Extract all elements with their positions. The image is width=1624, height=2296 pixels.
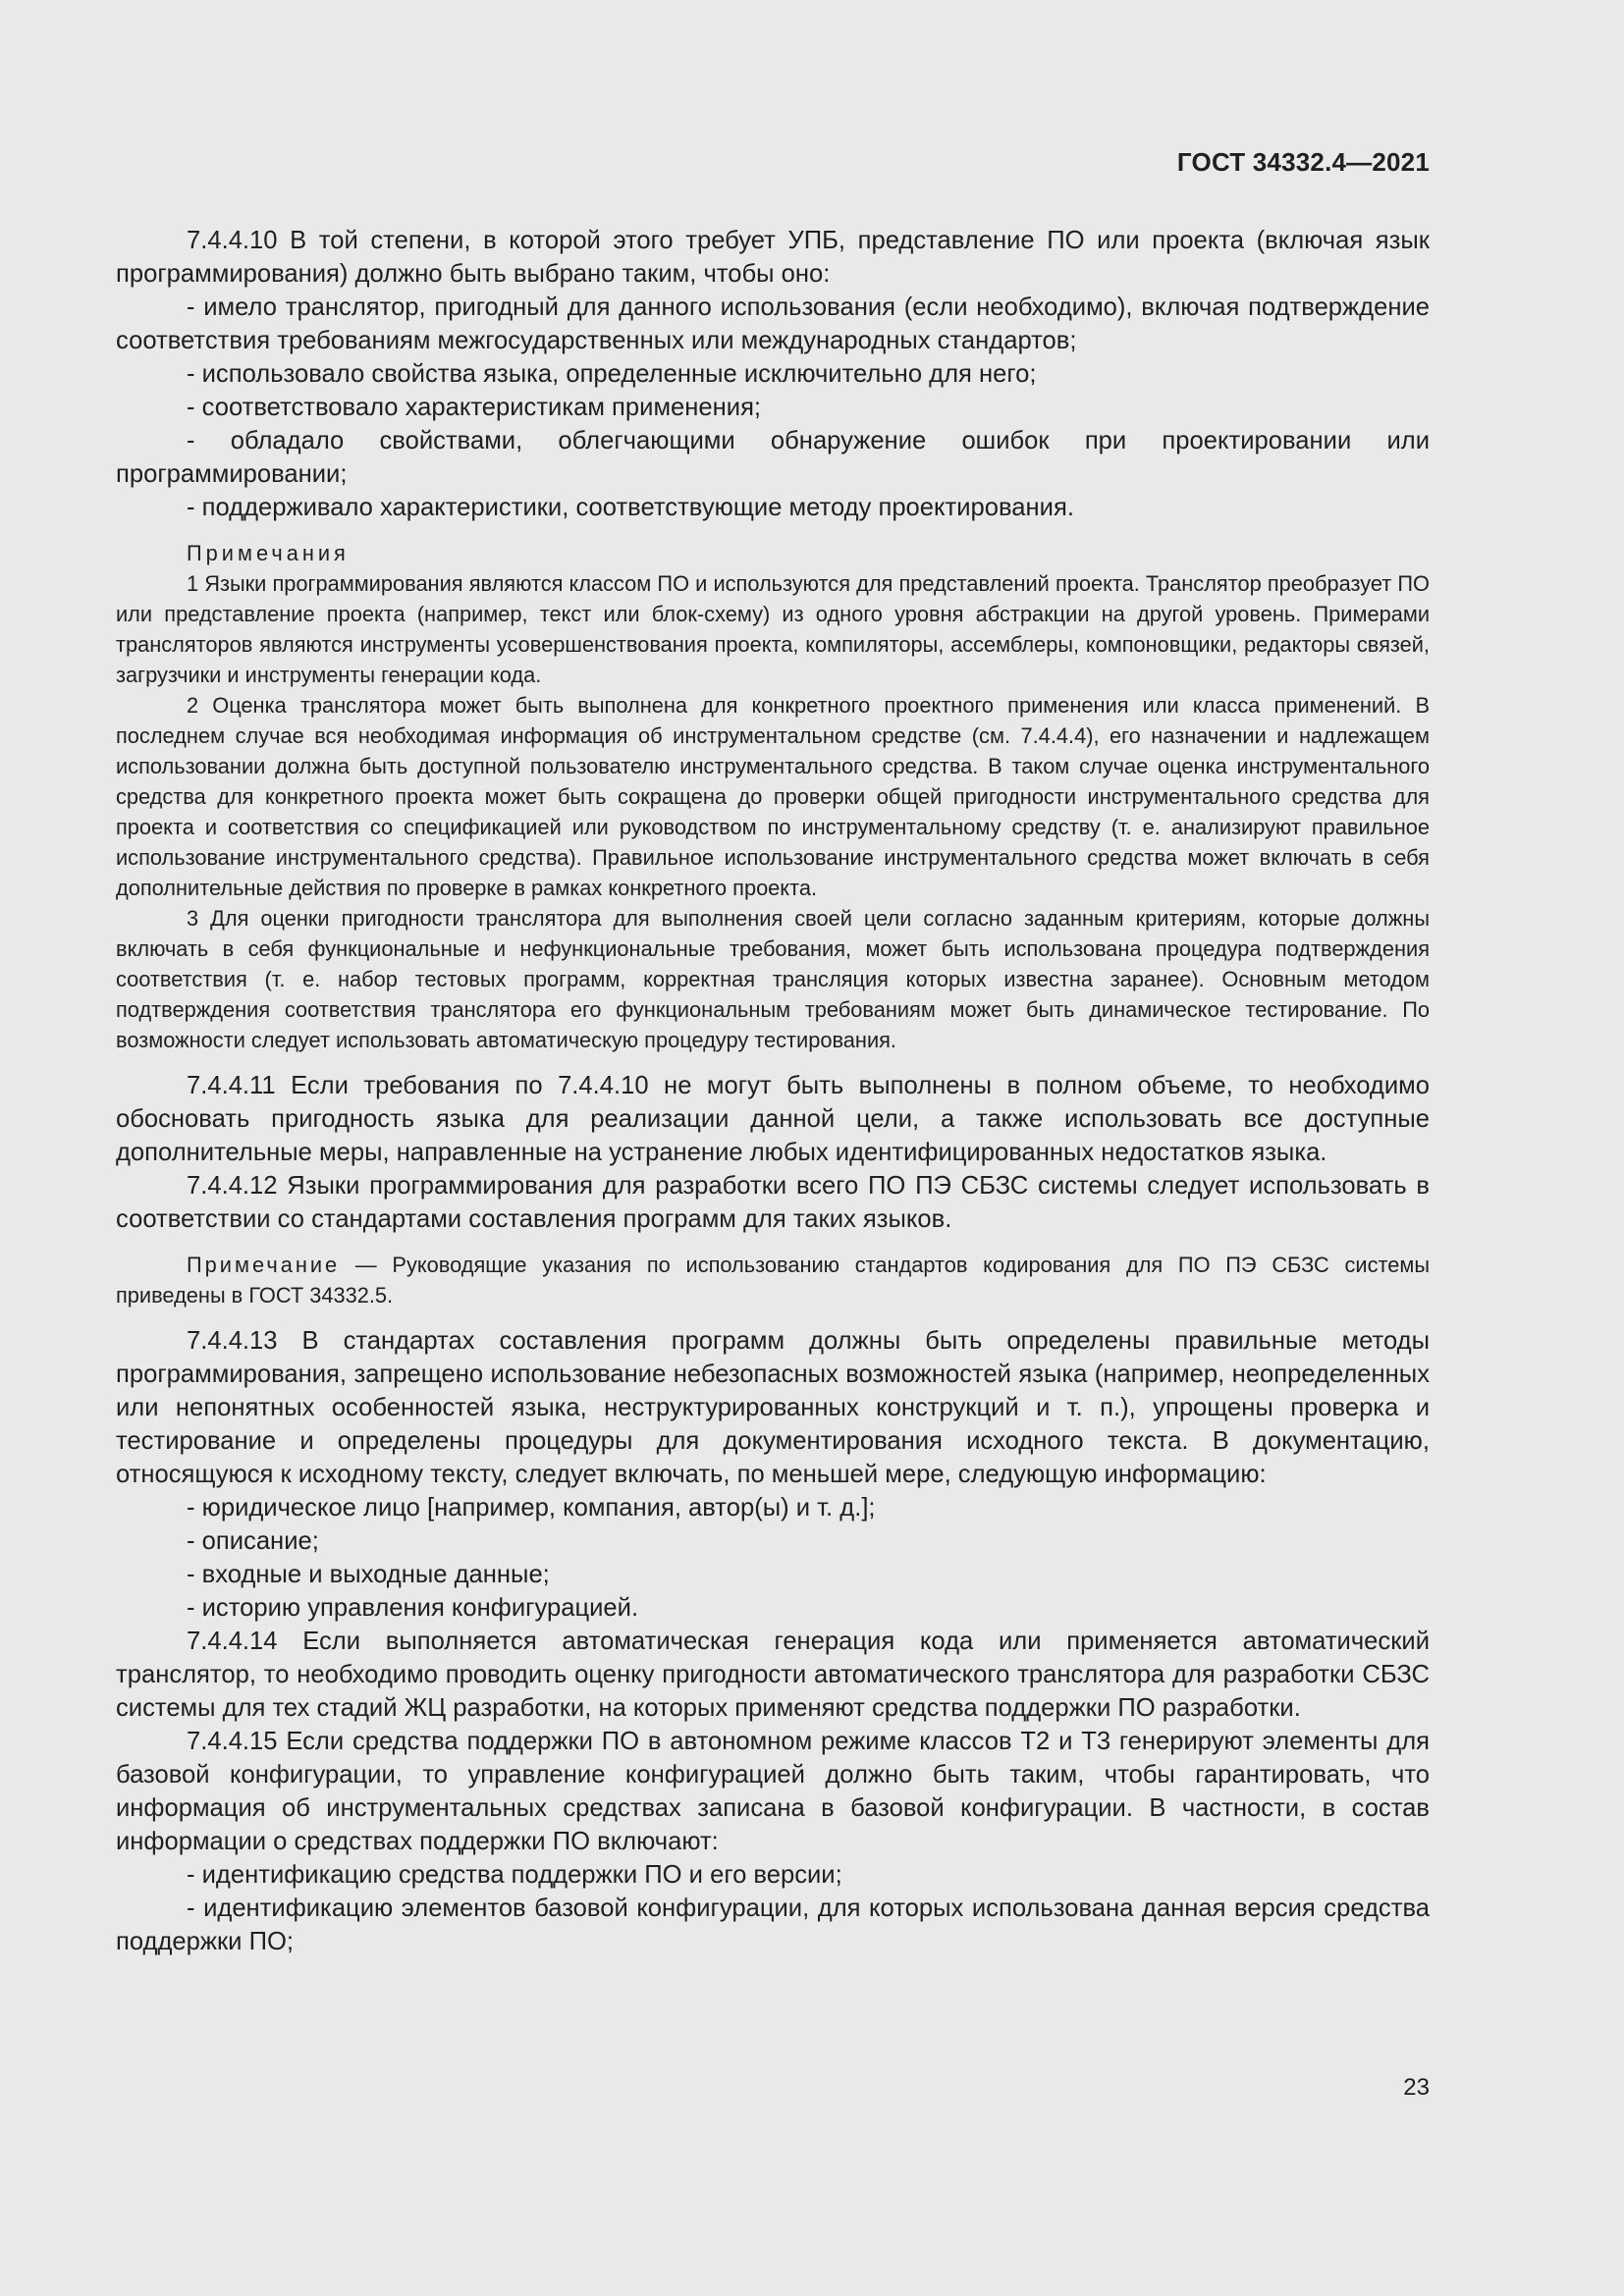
note-item: 1 Языки программирования являются классом ПО и используются для представлений проекта. Транслятор преобразует ПО или представление проекта (например, текст или блок-схему) из одного уровня абстракции на другой уровень. Примерами трансляторов являются инструменты усовершенствования проекта, компиляторы, ассемблеры, компоновщики, редакторы связей, загрузчики и инструменты генерации кода. (116, 571, 1430, 687)
clause-7-4-4-10: 7.4.4.10 В той степени, в которой этого требует УПБ, представление ПО или проекта (включая язык программирования) должно быть выбрано таким, чтобы оно: (116, 227, 1430, 288)
clause-7-4-4-12: 7.4.4.12 Языки программирования для разработки всего ПО ПЭ СБЗС системы следует использовать в соответствии со стандартами составления программ для таких языков. (116, 1172, 1430, 1233)
list-item: - поддерживало характеристики, соответствующие методу проектирования. (187, 494, 1074, 521)
note-title: Примечание (187, 1253, 341, 1277)
list-item: - описание; (187, 1527, 319, 1555)
clause-7-4-4-11: 7.4.4.11 Если требования по 7.4.4.10 не могут быть выполнены в полном объеме, то необходимо обосновать пригодность языка для реализации данной цели, а также использовать все доступные дополнительные меры, направленные на устранение любых идентифицированных недостатков языка. (116, 1072, 1430, 1166)
list-item: - идентификацию элементов базовой конфигурации, для которых использована данная версия средства поддержки ПО; (116, 1895, 1430, 1955)
notes-block (116, 538, 1430, 1055)
list-item: - использовало свойства языка, определенные исключительно для него; (187, 360, 1037, 388)
list-item: - имело транслятор, пригодный для данного использования (если необходимо), включая подтверждение соответствия требованиям межгосударственных или международных стандартов; (116, 294, 1430, 354)
page-number: 23 (1403, 2074, 1430, 2101)
note-paragraph (116, 1250, 1430, 1310)
notes-title: Примечания (187, 541, 350, 565)
page-content (116, 224, 1430, 1958)
clause-7-4-4-15: 7.4.4.15 Если средства поддержки ПО в автономном режиме классов Т2 и Т3 генерируют элементы для базовой конфигурации, то управление конфигурацией должно быть таким, чтобы гарантировать, что информация об инструментальных средствах записана в базовой конфигурации. В частности, в состав информации о средствах поддержки ПО включают: (116, 1728, 1430, 1855)
note-item: 3 Для оценки пригодности транслятора для выполнения своей цели согласно заданным критериям, которые должны включать в себя функциональные и нефункциональные требования, может быть использована процедура подтверждения соответствия (т. е. набор тестовых программ, корректная трансляция которых известна заранее). Основным методом подтверждения соответствия транслятора его функциональным требованиям может быть динамическое тестирование. По возможности следует использовать автоматическую процедуру тестирования. (116, 906, 1430, 1052)
list-item: - историю управления конфигурацией. (187, 1594, 639, 1622)
note-item: 2 Оценка транслятора может быть выполнена для конкретного проектного применения или класса применений. В последнем случае вся необходимая информация об инструментальном средстве (см. 7.4.4.4), его назначении и надлежащем использовании должна быть доступной пользователю инструментального средства. В таком случае оценка инструментального средства для конкретного проекта может быть сокращена до проверки общей пригодности инструментального средства для проекта и соответствия со спецификацией или руководством по инструментальному средству (т. е. анализируют правильное использование инструментального средства). Правильное использование инструментального средства может включать в себя дополнительные действия по проверке в рамках конкретного проекта. (116, 693, 1430, 900)
clause-7-4-4-13: 7.4.4.13 В стандартах составления программ должны быть определены правильные методы программирования, запрещено использование небезопасных возможностей языка (например, неопределенных или непонятных особенностей языка, неструктурированных конструкций и т. п.), упрощены проверка и тестирование и определены процедуры для документирования исходного текста. В документацию, относящуюся к исходному тексту, следует включать, по меньшей мере, следующую информацию: (116, 1327, 1430, 1488)
list-item: - юридическое лицо [например, компания, автор(ы) и т. д.]; (187, 1494, 876, 1522)
list-item: - входные и выходные данные; (187, 1561, 550, 1588)
list-item: - обладало свойствами, облегчающими обнаружение ошибок при проектировании или программировании; (116, 427, 1430, 488)
standard-header: ГОСТ 34332.4—2021 (1176, 147, 1430, 177)
list-item: - идентификацию средства поддержки ПО и его версии; (187, 1861, 842, 1889)
note-text: — Руководящие указания по использованию стандартов кодирования для ПО ПЭ СБЗС системы приведены в ГОСТ 34332.5. (116, 1253, 1430, 1308)
list-item: - соответствовало характеристикам применения; (187, 394, 762, 421)
note-block (116, 1250, 1430, 1310)
clause-7-4-4-14: 7.4.4.14 Если выполняется автоматическая генерация кода или применяется автоматический транслятор, то необходимо проводить оценку пригодности автоматического транслятора для разработки СБЗС системы для тех стадий ЖЦ разработки, на которых применяют средства поддержки ПО разработки. (116, 1628, 1430, 1722)
